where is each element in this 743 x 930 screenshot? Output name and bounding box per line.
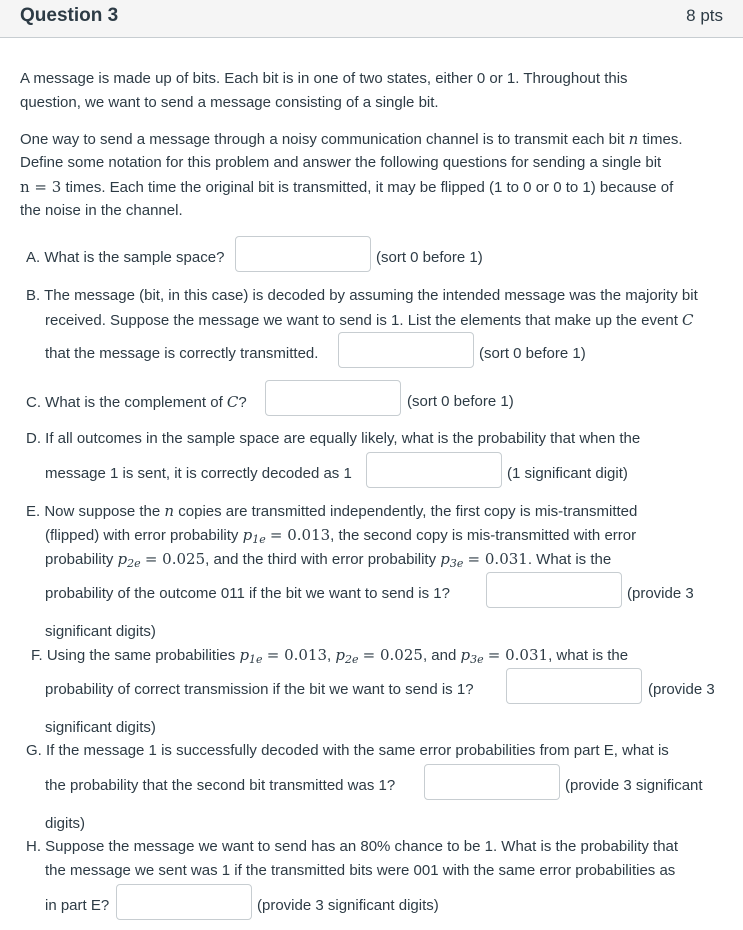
question-a-hint: (sort 0 before 1) (376, 249, 483, 266)
question-c-text: C. What is the complement of C? (26, 393, 247, 411)
question-title: Question 3 (20, 5, 119, 26)
question-h-line: H. Suppose the message we want to send has an 80% chance to be 1. What is the probability that (26, 838, 679, 855)
question-g-line: G. If the message 1 is successfully decoded with the same error probabilities from part E, what is (26, 742, 669, 759)
question-h-hint: (provide 3 significant digits) (257, 897, 439, 914)
question-a-text: A. What is the sample space? (26, 249, 225, 266)
question-e-line: E. Now suppose the n copies are transmitted independently, the first copy is mis-transmitted (26, 502, 638, 520)
question-points: 8 pts (686, 6, 723, 25)
intro-line: the noise in the channel. (20, 202, 183, 219)
answer-a-input[interactable] (235, 236, 371, 272)
answer-c-input[interactable] (265, 380, 401, 416)
question-c-hint: (sort 0 before 1) (407, 393, 514, 410)
question-g-line: the probability that the second bit transmitted was 1? (45, 777, 396, 794)
question-b-line: that the message is correctly transmitted. (45, 345, 319, 362)
question-g-hint: digits) (45, 815, 86, 832)
question-b-line: B. The message (bit, in this case) is decoded by assuming the intended message was the majority bit (26, 287, 698, 304)
intro-line: question, we want to send a message consisting of a single bit. (20, 94, 439, 111)
intro-line: One way to send a message through a noisy communication channel is to transmit each bit n times. (20, 130, 683, 148)
question-e-line: probability $p_{2e} = 0.025$, and the third with error probability $p_{3e} = 0.031$. What is the (45, 550, 612, 570)
question-h-line: in part E? (45, 897, 110, 914)
question-d-hint: (1 significant digit) (507, 465, 628, 482)
intro-line: n = 3 times. Each time the original bit is transmitted, it may be flipped (1 to 0 or 0 to 1) because of (20, 178, 674, 196)
answer-d-input[interactable] (366, 452, 502, 488)
question-f-line: probability of correct transmission if the bit we want to send is 1? (45, 681, 474, 698)
question-e-line: probability of the outcome 011 if the bit we want to send is 1? (45, 585, 450, 602)
question-b-line: received. Suppose the message we want to send is 1. List the elements that make up the event C (45, 311, 694, 329)
question-header (0, 0, 743, 38)
answer-h-input[interactable] (116, 884, 252, 920)
question-b-hint: (sort 0 before 1) (479, 345, 586, 362)
question-f-hint: significant digits) (45, 719, 156, 736)
question-h-line: the message we sent was 1 if the transmitted bits were 001 with the same error probabilities as (45, 862, 676, 879)
question-e-line: (flipped) with error probability $p_{1e} = 0.013$, the second copy is mis-transmitted with error (45, 526, 637, 546)
question-g-hint: (provide 3 significant (565, 777, 703, 794)
question-f-line: F. Using the same probabilities $p_{1e} = 0.013$, $p_{2e} = 0.025$, and $p_{3e} = 0.031$, what is the (31, 646, 629, 666)
question-d-line: D. If all outcomes in the sample space are equally likely, what is the probability that when the (26, 430, 641, 447)
intro-line: A message is made up of bits. Each bit is in one of two states, either 0 or 1. Throughout this (20, 70, 628, 87)
question-e-hint: (provide 3 (627, 585, 694, 602)
answer-f-input[interactable] (506, 668, 642, 704)
question-f-hint: (provide 3 (648, 681, 715, 698)
answer-g-input[interactable] (424, 764, 560, 800)
question-e-hint: significant digits) (45, 623, 156, 640)
answer-e-input[interactable] (486, 572, 622, 608)
question-d-line: message 1 is sent, it is correctly decoded as 1 (45, 465, 352, 482)
answer-b-input[interactable] (338, 332, 474, 368)
intro-line: Define some notation for this problem and answer the following questions for sending a single bit (20, 154, 662, 171)
